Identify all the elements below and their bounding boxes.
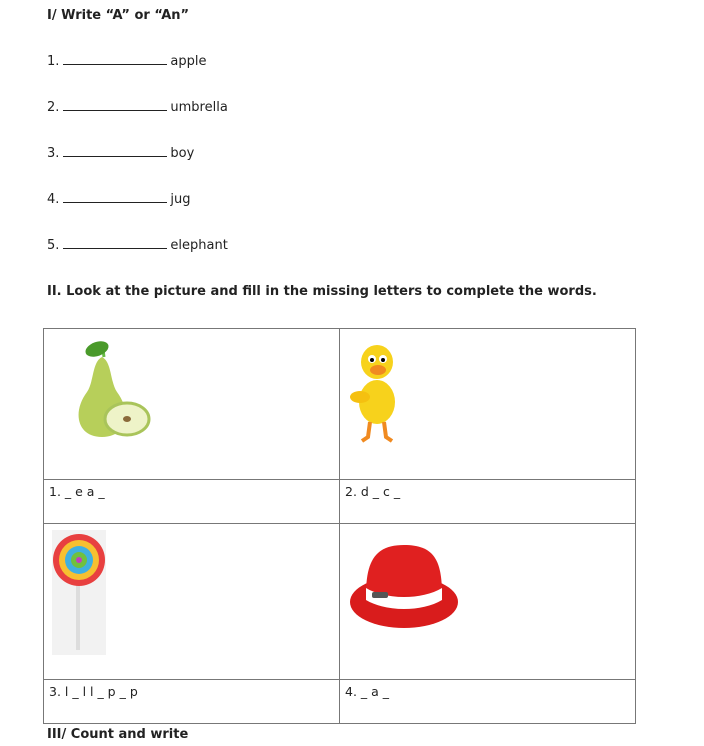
- item-number: 4.: [47, 192, 60, 207]
- item-number: 5.: [47, 238, 60, 253]
- picture-table: [43, 328, 636, 724]
- item-word: elephant: [170, 238, 228, 253]
- answer-blank[interactable]: [63, 100, 167, 111]
- picture-cell: [340, 524, 636, 680]
- answer-blank[interactable]: [63, 192, 167, 203]
- section2-title: II. Look at the picture and fill in the missing letters to complete the words.: [47, 284, 597, 299]
- item-number: 3.: [47, 146, 60, 161]
- picture-cell: [340, 329, 636, 480]
- section1-title: I/ Write “A” or “An”: [47, 8, 190, 23]
- pear-image: [62, 337, 162, 447]
- section3-title: III/ Count and write: [47, 727, 189, 742]
- hat-image: [346, 540, 466, 640]
- word-cell[interactable]: 3. l _ l l _ p _ p: [44, 680, 340, 724]
- word-cell[interactable]: 2. d _ c _: [340, 480, 636, 524]
- exercise-item: [47, 100, 228, 115]
- item-word: jug: [170, 192, 191, 207]
- item-word: umbrella: [170, 100, 228, 115]
- answer-blank[interactable]: [63, 54, 167, 65]
- exercise-item: [47, 192, 191, 207]
- picture-cell: [44, 524, 340, 680]
- answer-blank[interactable]: [63, 238, 167, 249]
- item-word: apple: [170, 54, 207, 69]
- exercise-item: [47, 54, 207, 69]
- item-number: 1.: [47, 54, 60, 69]
- item-word: boy: [170, 146, 195, 161]
- item-number: 2.: [47, 100, 60, 115]
- answer-blank[interactable]: [63, 146, 167, 157]
- lollipop-image: [49, 530, 109, 660]
- picture-cell: [44, 329, 340, 480]
- word-cell[interactable]: 4. _ a _: [340, 680, 636, 724]
- exercise-item: [47, 146, 194, 161]
- word-cell[interactable]: 1. _ e a _: [44, 480, 340, 524]
- exercise-item: [47, 238, 228, 253]
- duck-image: [342, 337, 422, 447]
